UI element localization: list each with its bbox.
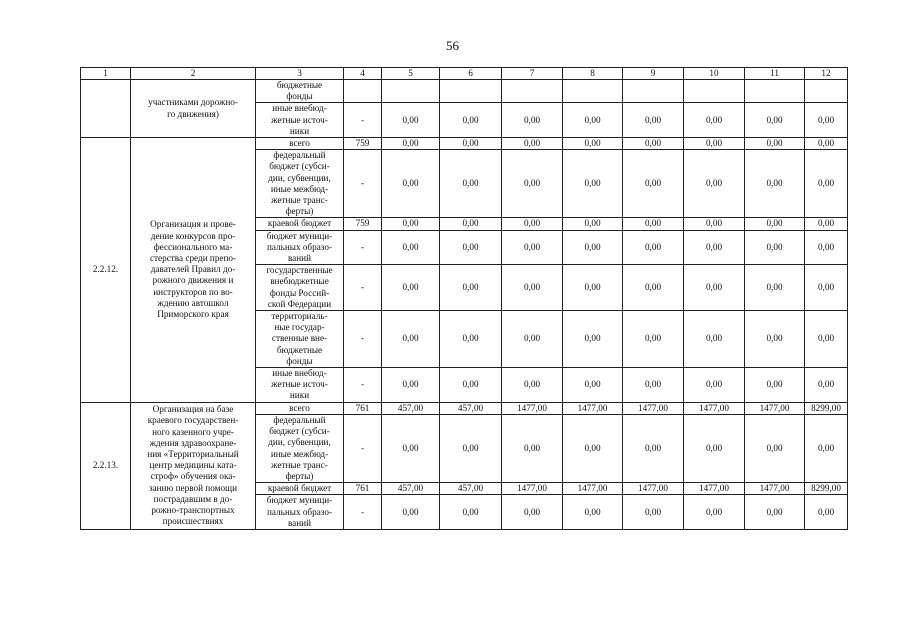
funding-source-line: пальных образо- — [267, 241, 332, 252]
amount-cell: 457,00 — [382, 402, 440, 414]
amount-cell: 0,00 — [440, 368, 502, 403]
amount-cell: 457,00 — [440, 483, 502, 495]
amount-cell: 0,00 — [745, 311, 805, 368]
funding-source-line: дии, субвенции, — [268, 437, 331, 448]
budget-code: 759 — [344, 218, 382, 230]
funding-source — [256, 402, 344, 414]
amount-cell: 0,00 — [805, 495, 848, 530]
amount-cell: 0,00 — [684, 230, 745, 265]
amount-cell: 1477,00 — [684, 402, 745, 414]
item-name-line: строф» обучения ока- — [150, 471, 236, 482]
amount-cell: 0,00 — [502, 103, 563, 138]
amount-cell — [745, 80, 805, 103]
table-row — [81, 402, 848, 414]
item-name-line: рожного движения и — [152, 275, 234, 286]
item-name-line: занию первой помощи — [148, 482, 238, 493]
amount-cell: 0,00 — [382, 230, 440, 265]
funding-source-line: всего — [289, 402, 310, 413]
amount-cell: 0,00 — [745, 495, 805, 530]
amount-cell: 1477,00 — [684, 483, 745, 495]
item-code — [81, 80, 131, 138]
funding-source-line: внебюджетные — [270, 276, 329, 287]
funding-source-line: бюджет (субси- — [269, 161, 330, 172]
item-name-line: участниками дорожно- — [148, 97, 238, 108]
amount-cell: 1477,00 — [745, 402, 805, 414]
amount-cell: 0,00 — [382, 150, 440, 218]
amount-cell: 0,00 — [745, 368, 805, 403]
amount-cell: 0,00 — [382, 265, 440, 311]
amount-cell: 0,00 — [684, 368, 745, 403]
funding-source-line: бюджетные — [276, 80, 323, 90]
funding-source-line: ники — [289, 125, 310, 136]
funding-source-line: бюджет муници- — [266, 495, 333, 506]
amount-cell: 0,00 — [805, 265, 848, 311]
funding-source-line: пальных образо- — [267, 506, 332, 517]
budget-table — [80, 67, 848, 530]
amount-cell: 0,00 — [623, 414, 684, 482]
amount-cell: 0,00 — [745, 230, 805, 265]
funding-source — [256, 265, 344, 311]
amount-cell — [440, 80, 502, 103]
header-cell: 2 — [131, 68, 256, 80]
funding-source-line: ферты) — [285, 470, 314, 481]
funding-source — [256, 218, 344, 230]
amount-cell: 0,00 — [805, 150, 848, 218]
item-name-line: ного казенного учре- — [152, 426, 234, 437]
amount-cell: 0,00 — [440, 265, 502, 311]
budget-code: - — [344, 103, 382, 138]
amount-cell: 0,00 — [805, 103, 848, 138]
item-name-line: Организация и прове- — [150, 219, 236, 230]
amount-cell: 0,00 — [440, 230, 502, 265]
amount-cell: 0,00 — [382, 368, 440, 403]
budget-code: 761 — [344, 402, 382, 414]
amount-cell: 0,00 — [502, 218, 563, 230]
funding-source-line: ваний — [287, 517, 312, 528]
amount-cell: 1477,00 — [563, 402, 623, 414]
header-row — [81, 68, 848, 80]
funding-source-line: всего — [289, 138, 310, 149]
amount-cell: 0,00 — [502, 495, 563, 530]
item-name-line: го движения) — [167, 108, 219, 119]
funding-source-line: федеральный — [273, 150, 326, 161]
funding-source-line: фонды — [286, 91, 313, 102]
amount-cell: 0,00 — [502, 230, 563, 265]
amount-cell: 0,00 — [684, 103, 745, 138]
amount-cell: 0,00 — [684, 265, 745, 311]
amount-cell — [684, 80, 745, 103]
funding-source-line: иные внебюд- — [272, 103, 327, 114]
amount-cell: 0,00 — [440, 138, 502, 150]
amount-cell: 0,00 — [382, 103, 440, 138]
item-name-line: ния «Территориальный — [147, 449, 239, 459]
item-name-line: ждения здравоохране- — [149, 437, 237, 448]
budget-code: - — [344, 368, 382, 403]
funding-source-line: фонды — [286, 355, 313, 366]
amount-cell: 0,00 — [382, 414, 440, 482]
header-cell: 10 — [684, 68, 745, 80]
funding-source — [256, 483, 344, 495]
amount-cell: 0,00 — [382, 311, 440, 368]
amount-cell: 0,00 — [623, 230, 684, 265]
amount-cell: 0,00 — [805, 368, 848, 403]
amount-cell: 0,00 — [563, 311, 623, 368]
amount-cell: 0,00 — [382, 138, 440, 150]
header-cell: 3 — [256, 68, 344, 80]
amount-cell: 0,00 — [440, 311, 502, 368]
amount-cell: 0,00 — [563, 495, 623, 530]
budget-code: - — [344, 414, 382, 482]
amount-cell: 0,00 — [440, 218, 502, 230]
amount-cell — [623, 80, 684, 103]
funding-source-line: ской Федерации — [267, 298, 332, 309]
amount-cell: 0,00 — [745, 150, 805, 218]
amount-cell: 0,00 — [684, 138, 745, 150]
amount-cell: 0,00 — [623, 218, 684, 230]
amount-cell: 0,00 — [623, 368, 684, 403]
amount-cell: 1477,00 — [623, 483, 684, 495]
funding-source-line: фонды Россий- — [269, 287, 330, 298]
item-name-line: дение конкурсов про- — [150, 230, 236, 241]
amount-cell — [563, 80, 623, 103]
amount-cell: 0,00 — [563, 150, 623, 218]
amount-cell: 0,00 — [623, 265, 684, 311]
funding-source-line: бюджет (субси- — [269, 426, 330, 437]
funding-source-line: жетные источ- — [271, 379, 328, 390]
amount-cell: 0,00 — [684, 495, 745, 530]
amount-cell: 0,00 — [805, 414, 848, 482]
amount-cell: 0,00 — [623, 103, 684, 138]
amount-cell: 1477,00 — [623, 402, 684, 414]
funding-source-line: иные межбюд- — [270, 448, 329, 459]
header-cell: 8 — [563, 68, 623, 80]
item-name-line: центр медицины ката- — [149, 460, 237, 471]
amount-cell: 0,00 — [502, 414, 563, 482]
header-cell: 4 — [344, 68, 382, 80]
amount-cell: 0,00 — [563, 230, 623, 265]
amount-cell: 0,00 — [684, 311, 745, 368]
funding-source — [256, 103, 344, 138]
funding-source-line: территориаль- — [271, 311, 328, 322]
budget-code: 759 — [344, 138, 382, 150]
table-body — [81, 68, 848, 530]
amount-cell: 1477,00 — [563, 483, 623, 495]
item-name-line: ждению автошкол — [157, 297, 229, 308]
funding-source-line: жетные транс- — [271, 195, 328, 206]
funding-source-line: ники — [289, 390, 310, 401]
budget-code: 761 — [344, 483, 382, 495]
header-cell: 9 — [623, 68, 684, 80]
funding-source-line: бюджетные — [276, 344, 323, 355]
funding-source-line: ственные вне- — [271, 333, 328, 344]
amount-cell: 0,00 — [805, 218, 848, 230]
funding-source — [256, 368, 344, 403]
funding-source — [256, 80, 344, 103]
amount-cell: 0,00 — [563, 218, 623, 230]
amount-cell: 0,00 — [563, 265, 623, 311]
amount-cell: 457,00 — [382, 483, 440, 495]
funding-source — [256, 230, 344, 265]
header-cell: 6 — [440, 68, 502, 80]
item-name-line: стерства среди препо- — [149, 253, 237, 264]
item-name-line: Организация на базе — [152, 404, 234, 415]
funding-source-line: краевой бюджет — [267, 483, 332, 494]
item-name-line: инструкторов по во- — [153, 286, 233, 297]
funding-source — [256, 150, 344, 218]
amount-cell: 0,00 — [502, 265, 563, 311]
amount-cell: 0,00 — [382, 495, 440, 530]
amount-cell: 0,00 — [745, 138, 805, 150]
header-cell: 5 — [382, 68, 440, 80]
header-cell: 1 — [81, 68, 131, 80]
item-name-line: рожно-транспортных — [151, 505, 235, 516]
amount-cell: 0,00 — [502, 138, 563, 150]
amount-cell: 0,00 — [502, 150, 563, 218]
item-name-line: Приморского края — [157, 309, 229, 320]
amount-cell: 0,00 — [382, 218, 440, 230]
amount-cell: 0,00 — [684, 150, 745, 218]
amount-cell: 0,00 — [684, 414, 745, 482]
funding-source-line: краевой бюджет — [267, 218, 332, 229]
amount-cell: 0,00 — [623, 138, 684, 150]
amount-cell: 0,00 — [684, 218, 745, 230]
budget-code: - — [344, 495, 382, 530]
amount-cell: 0,00 — [563, 138, 623, 150]
amount-cell: 0,00 — [805, 230, 848, 265]
amount-cell: 0,00 — [805, 138, 848, 150]
amount-cell: 0,00 — [623, 150, 684, 218]
item-name-line: давателей Правил до- — [150, 264, 236, 275]
budget-code: - — [344, 265, 382, 311]
amount-cell: 0,00 — [745, 265, 805, 311]
item-name-line: происшествиях — [162, 516, 224, 527]
page-number: 56 — [446, 38, 459, 53]
budget-code: - — [344, 150, 382, 218]
budget-code: - — [344, 230, 382, 265]
amount-cell: 0,00 — [563, 103, 623, 138]
item-name — [131, 138, 256, 403]
budget-code: - — [344, 311, 382, 368]
funding-source-line: иные межбюд- — [270, 183, 329, 194]
amount-cell: 0,00 — [440, 150, 502, 218]
item-code: 2.2.12. — [81, 138, 131, 403]
item-code: 2.2.13. — [81, 402, 131, 529]
amount-cell: 1477,00 — [502, 483, 563, 495]
amount-cell: 1477,00 — [745, 483, 805, 495]
item-name-line: фессионального ма- — [153, 241, 233, 252]
table-row — [81, 80, 848, 103]
header-cell: 7 — [502, 68, 563, 80]
amount-cell: 1477,00 — [502, 402, 563, 414]
amount-cell: 0,00 — [745, 218, 805, 230]
funding-source-line: дии, субвенции, — [268, 172, 331, 183]
amount-cell: 0,00 — [440, 103, 502, 138]
funding-source-line: бюджет муници- — [266, 230, 333, 241]
amount-cell — [805, 80, 848, 103]
table-row — [81, 138, 848, 150]
budget-code — [344, 80, 382, 103]
header-cell: 12 — [805, 68, 848, 80]
amount-cell: 0,00 — [623, 311, 684, 368]
funding-source-line: иные внебюд- — [272, 368, 327, 379]
amount-cell: 0,00 — [623, 495, 684, 530]
amount-cell: 0,00 — [745, 103, 805, 138]
item-name-line: краевого государствен- — [147, 415, 239, 426]
funding-source-line: федеральный — [273, 414, 326, 425]
funding-source — [256, 138, 344, 150]
item-name — [131, 402, 256, 529]
amount-cell: 0,00 — [805, 311, 848, 368]
header-cell: 11 — [745, 68, 805, 80]
amount-cell: 8299,00 — [805, 402, 848, 414]
funding-source — [256, 414, 344, 482]
funding-source-line: ферты) — [285, 206, 314, 217]
funding-source-line: государственные — [266, 265, 333, 276]
funding-source-line: ные государ- — [274, 322, 325, 333]
funding-source-line: жетные транс- — [271, 459, 328, 470]
amount-cell: 0,00 — [502, 368, 563, 403]
funding-source — [256, 311, 344, 368]
item-name — [131, 80, 256, 138]
amount-cell: 8299,00 — [805, 483, 848, 495]
amount-cell: 0,00 — [563, 368, 623, 403]
amount-cell: 0,00 — [440, 495, 502, 530]
item-name-line: пострадавшим в до- — [153, 493, 233, 504]
amount-cell — [382, 80, 440, 103]
amount-cell: 0,00 — [502, 311, 563, 368]
funding-source-line: ваний — [287, 253, 312, 264]
funding-source — [256, 495, 344, 530]
funding-source-line: жетные источ- — [271, 114, 328, 125]
amount-cell — [502, 80, 563, 103]
amount-cell: 0,00 — [745, 414, 805, 482]
amount-cell: 0,00 — [563, 414, 623, 482]
amount-cell: 457,00 — [440, 402, 502, 414]
amount-cell: 0,00 — [440, 414, 502, 482]
